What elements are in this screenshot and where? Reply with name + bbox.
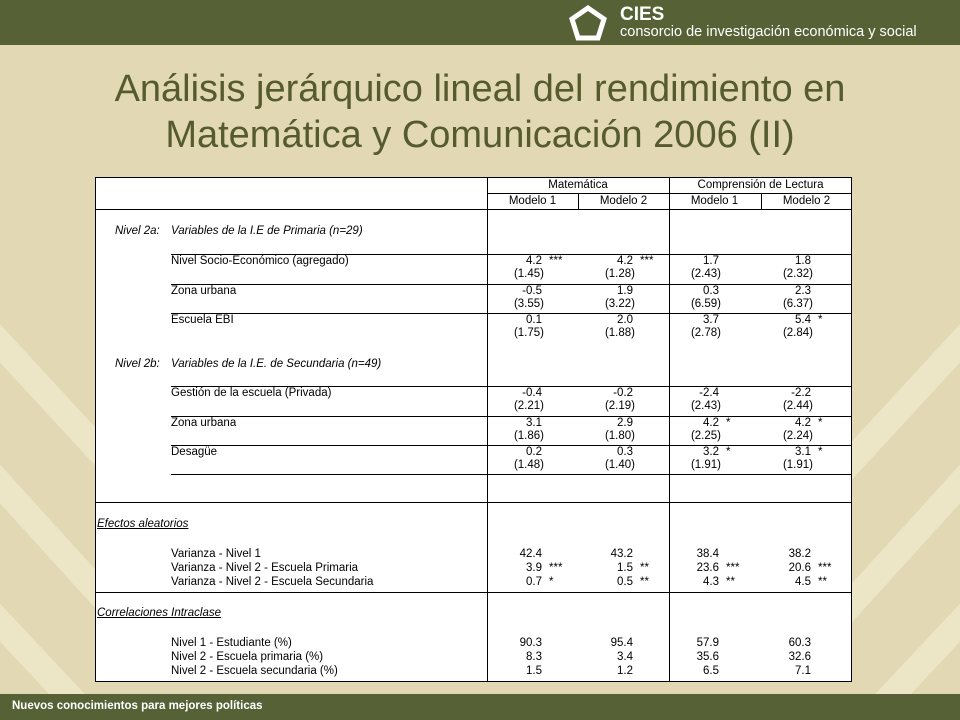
coef-value: 2.9 <box>617 417 633 429</box>
header-rule <box>487 193 852 194</box>
variance-value: 43.2 <box>610 548 633 560</box>
correlation-value: 1.5 <box>526 665 542 677</box>
significance-stars: * <box>726 417 731 429</box>
variance-value: 0.7 <box>526 576 542 588</box>
correlation-label: Nivel 1 - Estudiante (%) <box>171 637 292 649</box>
random-effect-label: Varianza - Nivel 1 <box>171 548 261 560</box>
standard-error: (3.55) <box>513 298 544 310</box>
standard-error: (2.19) <box>604 400 635 412</box>
correlation-value: 6.5 <box>703 665 719 677</box>
variable-label: Zona urbana <box>171 417 237 429</box>
variance-value: 1.5 <box>617 562 633 574</box>
column-group-header: Comprensión de Lectura <box>697 179 824 191</box>
standard-error: (1.88) <box>604 327 635 339</box>
correlation-value: 90.3 <box>519 637 542 649</box>
standard-error: (2.43) <box>690 400 721 412</box>
standard-error: (1.40) <box>604 459 635 471</box>
standard-error: (6.59) <box>690 298 721 310</box>
variable-label: Desagüe <box>171 446 218 458</box>
standard-error: (1.45) <box>513 268 544 280</box>
random-effect-label: Varianza - Nivel 2 - Escuela Primaria <box>171 562 359 574</box>
variance-value: 20.6 <box>788 562 811 574</box>
correlation-value: 8.3 <box>526 651 542 663</box>
correlation-value: 1.2 <box>617 665 633 677</box>
coef-value: 3.7 <box>703 314 719 326</box>
coef-value: -0.4 <box>522 387 542 399</box>
standard-error: (1.91) <box>782 459 813 471</box>
coef-value: 2.0 <box>617 314 633 326</box>
significance-stars: *** <box>549 562 563 574</box>
row-rule <box>171 474 852 475</box>
column-model-header: Modelo 1 <box>690 195 739 207</box>
standard-error: (2.21) <box>513 400 544 412</box>
standard-error: (2.44) <box>782 400 813 412</box>
standard-error: (2.43) <box>690 268 721 280</box>
significance-stars: * <box>818 446 823 458</box>
section-desc-nivel-2a: Variables de la I.E de Primaria (n=29) <box>171 225 363 237</box>
correlation-value: 7.1 <box>795 665 811 677</box>
pentagon-ring-icon <box>568 5 608 41</box>
standard-error: (2.24) <box>782 430 813 442</box>
table-border-right <box>851 177 852 682</box>
standard-error: (1.48) <box>513 459 544 471</box>
column-model-header: Modelo 2 <box>782 195 831 207</box>
coef-value: 0.3 <box>617 446 633 458</box>
slide-title: Análisis jerárquico lineal del rendimiento en Matemática y Comunicación 2006 (II) <box>114 68 846 156</box>
results-table <box>95 177 852 682</box>
table-border-left <box>95 177 96 682</box>
coef-value: 5.4 <box>795 314 811 326</box>
variance-value: 23.6 <box>696 562 719 574</box>
coef-value: 1.8 <box>795 255 811 267</box>
standard-error: (1.75) <box>513 327 544 339</box>
table-border-top <box>95 177 852 178</box>
variance-value: 38.2 <box>788 548 811 560</box>
correlation-value: 32.6 <box>788 651 811 663</box>
variable-label: Nivel Socio-Económico (agregado) <box>171 255 349 267</box>
correlation-label: Nivel 2 - Escuela primaria (%) <box>171 651 324 663</box>
significance-stars: *** <box>726 562 740 574</box>
coef-value: -0.5 <box>522 285 542 297</box>
standard-error: (6.37) <box>782 298 813 310</box>
section-rule <box>95 592 852 593</box>
correlation-value: 95.4 <box>610 637 633 649</box>
coef-value: 4.2 <box>526 255 542 267</box>
significance-stars: *** <box>818 562 832 574</box>
section-correlaciones-intraclase: Correlaciones Intraclase <box>97 607 222 619</box>
header-bar <box>0 0 960 45</box>
column-separator <box>578 194 579 210</box>
significance-stars: * <box>549 576 554 588</box>
coef-value: 3.1 <box>795 446 811 458</box>
footer-text: Nuevos conocimientos para mejores políticas <box>12 700 263 712</box>
standard-error: (1.91) <box>690 459 721 471</box>
coef-value: 3.2 <box>703 446 719 458</box>
brand-name: CIES <box>620 4 665 25</box>
standard-error: (2.84) <box>782 327 813 339</box>
coef-value: 1.9 <box>617 285 633 297</box>
significance-stars: *** <box>549 255 563 267</box>
coef-value: 4.2 <box>795 417 811 429</box>
standard-error: (3.22) <box>604 298 635 310</box>
table-border-bottom <box>95 681 852 682</box>
coef-value: -2.2 <box>791 387 811 399</box>
variance-value: 38.4 <box>696 548 719 560</box>
coef-value: 1.7 <box>703 255 719 267</box>
coef-value: -0.2 <box>613 387 633 399</box>
correlation-value: 57.9 <box>696 637 719 649</box>
brand-tagline: consorcio de investigación económica y social <box>620 24 917 40</box>
variable-label: Gestión de la escuela (Privada) <box>171 387 332 399</box>
coef-value: 4.2 <box>617 255 633 267</box>
column-separator <box>761 194 762 210</box>
column-group-header: Matemática <box>548 179 608 191</box>
coef-value: 3.1 <box>526 417 542 429</box>
standard-error: (1.80) <box>604 430 635 442</box>
standard-error: (2.78) <box>690 327 721 339</box>
variance-value: 42.4 <box>519 548 542 560</box>
coef-value: 2.3 <box>795 285 811 297</box>
significance-stars: ** <box>818 576 827 588</box>
header-rule <box>95 209 852 210</box>
coef-value: 0.3 <box>703 285 719 297</box>
section-efectos-aleatorios: Efectos aleatorios <box>97 518 189 530</box>
variance-value: 4.5 <box>795 576 811 588</box>
standard-error: (1.86) <box>513 430 544 442</box>
significance-stars: * <box>818 314 823 326</box>
correlation-label: Nivel 2 - Escuela secundaria (%) <box>171 665 338 677</box>
significance-stars: ** <box>726 576 735 588</box>
significance-stars: *** <box>640 255 654 267</box>
variable-label: Zona urbana <box>171 285 237 297</box>
correlation-value: 35.6 <box>696 651 719 663</box>
standard-error: (2.32) <box>782 268 813 280</box>
column-model-header: Modelo 1 <box>508 195 557 207</box>
coef-value: 0.1 <box>526 314 542 326</box>
significance-stars: * <box>726 446 731 458</box>
variance-value: 3.9 <box>526 562 542 574</box>
coef-value: 0.2 <box>526 446 542 458</box>
variable-label: Escuela EBI <box>171 314 234 326</box>
significance-stars: ** <box>640 562 649 574</box>
significance-stars: ** <box>640 576 649 588</box>
correlation-value: 60.3 <box>788 637 811 649</box>
correlation-value: 3.4 <box>617 651 633 663</box>
section-label-nivel-2a: Nivel 2a: <box>115 225 160 237</box>
footer-bar <box>0 694 960 720</box>
random-effect-label: Varianza - Nivel 2 - Escuela Secundaria <box>171 576 374 588</box>
variance-value: 0.5 <box>617 576 633 588</box>
coef-value: 4.2 <box>703 417 719 429</box>
section-desc-nivel-2b: Variables de la I.E. de Secundaria (n=49) <box>171 358 382 370</box>
significance-stars: * <box>818 417 823 429</box>
section-label-nivel-2b: Nivel 2b: <box>115 358 160 370</box>
standard-error: (1.28) <box>604 268 635 280</box>
column-model-header: Modelo 2 <box>599 195 648 207</box>
coef-value: -2.4 <box>699 387 719 399</box>
standard-error: (2.25) <box>690 430 721 442</box>
section-rule <box>95 502 852 503</box>
variance-value: 4.3 <box>703 576 719 588</box>
